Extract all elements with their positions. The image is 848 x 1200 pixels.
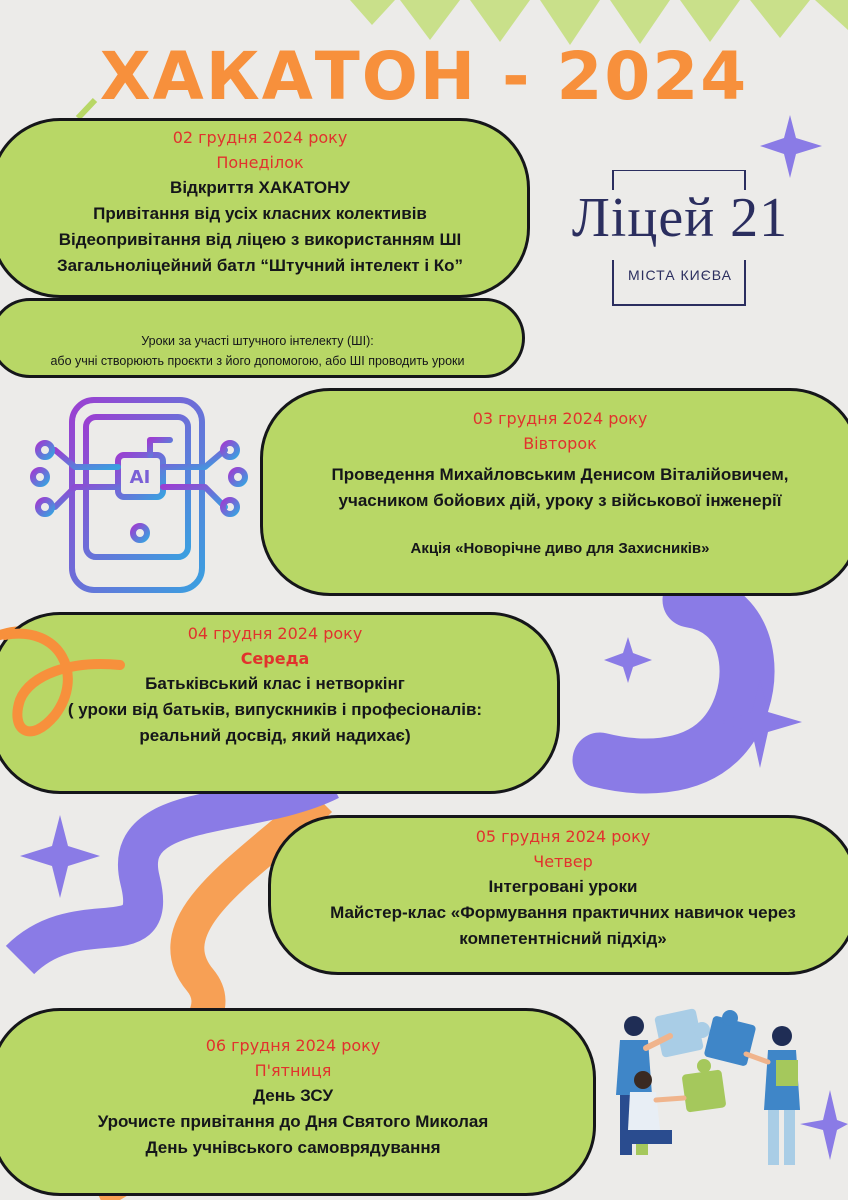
puzzle-team-illustration (598, 1000, 828, 1180)
lyceum-logo (545, 170, 815, 310)
day-event: Відкриття ХАКАТОНУ (170, 178, 350, 197)
person-figure (628, 1071, 684, 1144)
day-event: Проведення Михайловським Денисом Віталійовичем, (331, 465, 789, 484)
page-title: ХАКАТОН - 2024 (99, 38, 749, 115)
day-weekday: Понеділок (216, 153, 304, 172)
day-event: Загальноліцейний батл “Штучний інтелект і Ко” (56, 256, 464, 275)
day-event: Інтегровані уроки (488, 877, 638, 896)
day-date: 02 грудня 2024 року (172, 128, 348, 147)
day-event: ( уроки від батьків, випускників і професіоналів: (67, 700, 483, 719)
logo-name: Ліцей 21 (571, 187, 789, 249)
day-event: Майстер-клас «Формування практичних навичок через (330, 903, 796, 922)
day-event: Акція «Новорічне диво для Захисників» (410, 540, 710, 557)
day-card-tuesday (260, 388, 848, 596)
person-figure (746, 1026, 800, 1165)
logo-city: МІСТА КИЄВА (627, 267, 732, 283)
day-date: 04 грудня 2024 року (187, 624, 363, 643)
day-weekday: Четвер (533, 852, 593, 871)
day-event: Урочисте привітання до Дня Святого Миколая (97, 1112, 489, 1131)
day-event: Привітання від усіх класних колективів (93, 204, 427, 223)
ai-label: AI (129, 467, 151, 488)
day-event: День ЗСУ (252, 1086, 334, 1105)
monday-note-line: Уроки за участі штучного інтелекту (ШІ): (141, 334, 374, 348)
monday-note (0, 298, 525, 378)
day-weekday: Вівторок (523, 434, 597, 453)
day-event: реальний досвід, який надихає) (139, 726, 411, 745)
day-card-friday (0, 1008, 596, 1196)
monday-note-line: або учні створюють проєкти з його допомогою, або ШІ проводить уроки (50, 354, 465, 368)
day-event: День учнівського самоврядування (145, 1138, 441, 1157)
day-weekday: Середа (240, 649, 310, 668)
day-date: 06 грудня 2024 року (205, 1036, 381, 1055)
orange-curl-decoration (0, 620, 140, 760)
purple-swirl-decoration (600, 600, 747, 766)
day-weekday: П'ятниця (254, 1061, 332, 1080)
day-event: Батьківський клас і нетворкінг (145, 674, 405, 693)
day-date: 03 грудня 2024 року (472, 409, 648, 428)
ai-chip-icon (30, 395, 250, 605)
day-date: 05 грудня 2024 року (475, 827, 651, 846)
day-event: Відеопривітання від ліцею з використанням ШІ (58, 230, 462, 249)
day-card-monday (0, 118, 530, 298)
day-card-thursday (268, 815, 848, 975)
day-event: учасником бойових дій, уроку з військової інженерії (338, 491, 782, 510)
day-event: компетентнісний підхід» (459, 929, 667, 948)
